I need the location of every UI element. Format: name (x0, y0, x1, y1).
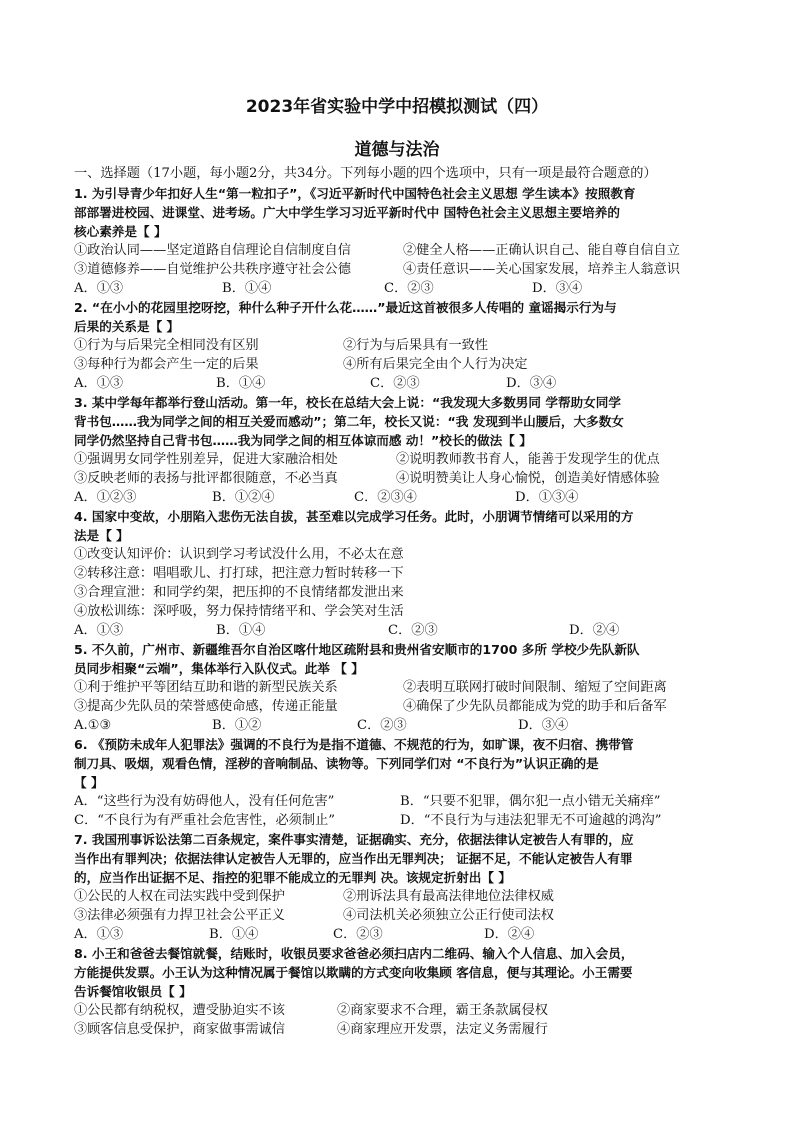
q8-stem-line1: 8. 小王和爸爸去餐馆就餐，结账时，收银员要求爸爸必须扫店内二维码、输入个人信息、加入会员， (74, 946, 634, 961)
q4-choice-a: A．①③ (74, 623, 124, 638)
q1-choice-a: A．①③ (74, 281, 124, 296)
q7-option-4: ④司法机关必须独立公正行使司法权 (343, 908, 554, 923)
q1-stem-line1: 1. 为引导青少年扣好人生“第一粒扣子”，《习近平新时代中国特色社会主义思想 学生读本》按照教育 (74, 186, 636, 201)
q1-choice-b: B．①④ (222, 281, 272, 296)
q5-stem-line2: 员同步相聚“云端”，集体举行入队仪式。此举 【 】 (74, 661, 364, 676)
q6-stem-line2: 制刀具、吸烟，观看色情，淫秽的音响制品、读物等。下列同学们对 “不良行为”认识正确的是 (74, 756, 599, 771)
q4-option-2: ②转移注意：唱唱歌儿、打打球，把注意力暂时转移一下 (74, 566, 404, 581)
q4-choice-b: B．①④ (216, 623, 266, 638)
q1-option-4: ④责任意识——关心国家发展，培养主人翁意识 (403, 262, 680, 277)
q2-choice-d: D．③④ (506, 376, 557, 391)
q4-stem-line1: 4. 国家中变故，小朋陷入悲伤无法自拔，甚至难以完成学习任务。此时，小朋调节情绪可以采用的方 (74, 509, 634, 524)
q5-choice-c: C．②③ (357, 718, 407, 733)
q6-choice-c: C．“不良行为有严重社会危害性，必须制止” (74, 813, 335, 828)
q3-stem-line2: 背书包……我为同学之间的相互关爱而感动”；第二年，校长又说：“我 发现到半山腰后，大多数女 (74, 414, 624, 429)
q2-option-1: ①行为与后果完全相同没有区别 (74, 338, 259, 353)
q1-stem-line2: 部部署进校园、进课堂、进考场。广大中学生学习习近平新时代中 国特色社会主义思想主要培养的 (74, 205, 620, 220)
q8-option-1: ①公民都有纳税权，遭受胁迫实不该 (74, 1003, 285, 1018)
q1-option-2: ②健全人格——正确认识自己、能自尊自信自立 (403, 243, 680, 258)
q5-option-2: ②表明互联网打破时间限制、缩短了空间距离 (403, 680, 667, 695)
q3-option-1: ①强调男女同学性别差异，促进大家融洽相处 (74, 452, 338, 467)
q7-option-2: ②刑诉法具有最高法律地位法律权威 (343, 889, 554, 904)
q6-stem-line1: 6. 《预防未成年人犯罪法》强调的不良行为是指不道德、不规范的行为，如旷课，夜不归宿、携带管 (74, 737, 634, 752)
q5-stem-line1: 5. 不久前，广州市、新疆维吾尔自治区喀什地区疏附县和贵州省安顺市的1700 多所 学校少先队新队 (74, 642, 640, 657)
q1-option-1: ①政治认同——坚定道路自信理论自信制度自信 (74, 243, 351, 258)
q3-choice-d: D．①③④ (515, 490, 579, 505)
q5-choice-b: B．①② (212, 718, 262, 733)
q8-option-2: ②商家要求不合理，霸王条款属侵权 (337, 1003, 548, 1018)
q8-stem-line3: 告诉餐馆收银员【 】 (74, 984, 192, 999)
q5-choice-d: D．③④ (518, 718, 569, 733)
q8-option-4: ④商家理应开发票，法定义务需履行 (337, 1022, 548, 1037)
q7-choice-a: A．①③ (74, 927, 124, 942)
q5-option-3: ③提高少先队员的荣誉感使命感，传递正能量 (74, 699, 338, 714)
q4-choice-d: D．②④ (569, 623, 620, 638)
q7-choice-b: B．①④ (209, 927, 259, 942)
q2-choice-b: B．①④ (216, 376, 266, 391)
q5-option-1: ①利于维护平等团结互助和谐的新型民族关系 (74, 680, 338, 695)
q3-choice-a: A．①②③ (74, 490, 137, 505)
q6-choice-b: B．“只要不犯罪，偶尔犯一点小错无关痛痒” (400, 794, 661, 809)
q6-choice-a: A．“这些行为没有妨碍他人，没有任何危害” (74, 794, 335, 809)
q3-stem-line1: 3. 某中学每年都举行登山活动。第一年，校长在总结大会上说：“我发现大多数男同 学帮助女同学 (74, 395, 621, 410)
q4-stem-line2: 法是【 】 (74, 528, 129, 543)
q2-choice-c: C．②③ (370, 376, 420, 391)
q8-option-3: ③顾客信息受保护，商家做事需诚信 (74, 1022, 285, 1037)
q1-choice-d: D．③④ (532, 281, 583, 296)
q7-stem-line1: 7. 我国刑事诉讼法第二百条规定，案件事实清楚，证据确实、充分，依据法律认定被告人有罪的，应 (74, 832, 634, 847)
q7-stem-line3: 的，应当作出证据不足、指控的犯罪不能成立的无罪判 决。该规定折射出【 】 (74, 870, 511, 885)
q2-option-2: ②行为与后果具有一致性 (343, 338, 489, 353)
q4-choice-c: C．②③ (388, 623, 438, 638)
q1-option-3: ③道德修养——自觉维护公共秩序遵守社会公德 (74, 262, 351, 277)
q4-option-4: ④放松训练：深呼吸，努力保持情绪平和、学会笑对生活 (74, 604, 404, 619)
exam-title: 2023年省实验中学中招模拟测试（四） (245, 97, 549, 117)
q6-stem-line3: 【 】 (74, 775, 104, 790)
q3-stem-line3: 同学仍然坚持自己背书包……我为同学之间的相互体谅而感 动！”校长的做法【 】 (74, 433, 532, 448)
q7-choice-d: D．②④ (484, 927, 535, 942)
q2-stem-line2: 后果的关系是【 】 (74, 319, 180, 334)
q2-option-3: ③每种行为都会产生一定的后果 (74, 357, 259, 372)
q3-option-4: ④说明赞美让人身心愉悦，创造美好情感体验 (396, 471, 660, 486)
q3-choice-b: B．①②④ (212, 490, 275, 505)
q3-option-2: ②说明教师教书育人，能善于发现学生的优点 (396, 452, 660, 467)
q1-choice-c: C．②③ (384, 281, 434, 296)
q6-choice-d: D．“不良行为与违法犯罪无不可逾越的鸿沟” (400, 813, 662, 828)
q7-option-3: ③法律必须强有力捍卫社会公平正义 (74, 908, 285, 923)
q3-choice-c: C．②③④ (354, 490, 417, 505)
q2-option-4: ④所有后果完全由个人行为决定 (343, 357, 528, 372)
section-heading: 一、选择题（17小题，每小题2分，共34分。下列每小题的四个选项中，只有一项是最符合题意的） (74, 166, 657, 181)
q2-stem-line1: 2. “在小小的花园里挖呀挖，种什么种子开什么花……”最近这首被很多人传唱的 童谣揭示行为与 (74, 300, 617, 315)
q5-option-4: ④确保了少先队员都能成为党的助手和后备军 (403, 699, 667, 714)
q8-stem-line2: 方能提供发票。小王认为这种情况属于餐馆以欺瞒的方式变向收集顾 客信息，便与其理论。小王需要 (74, 965, 633, 980)
q7-option-1: ①公民的人权在司法实践中受到保护 (74, 889, 285, 904)
q4-option-1: ①改变认知评价：认识到学习考试没什么用，不必太在意 (74, 547, 404, 562)
q3-option-3: ③反映老师的表扬与批评都很随意，不必当真 (74, 471, 338, 486)
subject-title: 道德与法治 (354, 140, 440, 160)
q2-choice-a: A．①③ (74, 376, 124, 391)
q7-choice-c: C．②③ (333, 927, 383, 942)
q5-choice-a: A.①③ (74, 718, 112, 733)
q4-option-3: ③合理宣泄：和同学约架，把压抑的不良情绪都发泄出来 (74, 585, 404, 600)
q7-stem-line2: 当作出有罪判决；依据法律认定被告人无罪的，应当作出无罪判决； 证据不足，不能认定被告人有罪 (74, 851, 633, 866)
q1-stem-line3: 核心素养是【 】 (74, 224, 167, 239)
